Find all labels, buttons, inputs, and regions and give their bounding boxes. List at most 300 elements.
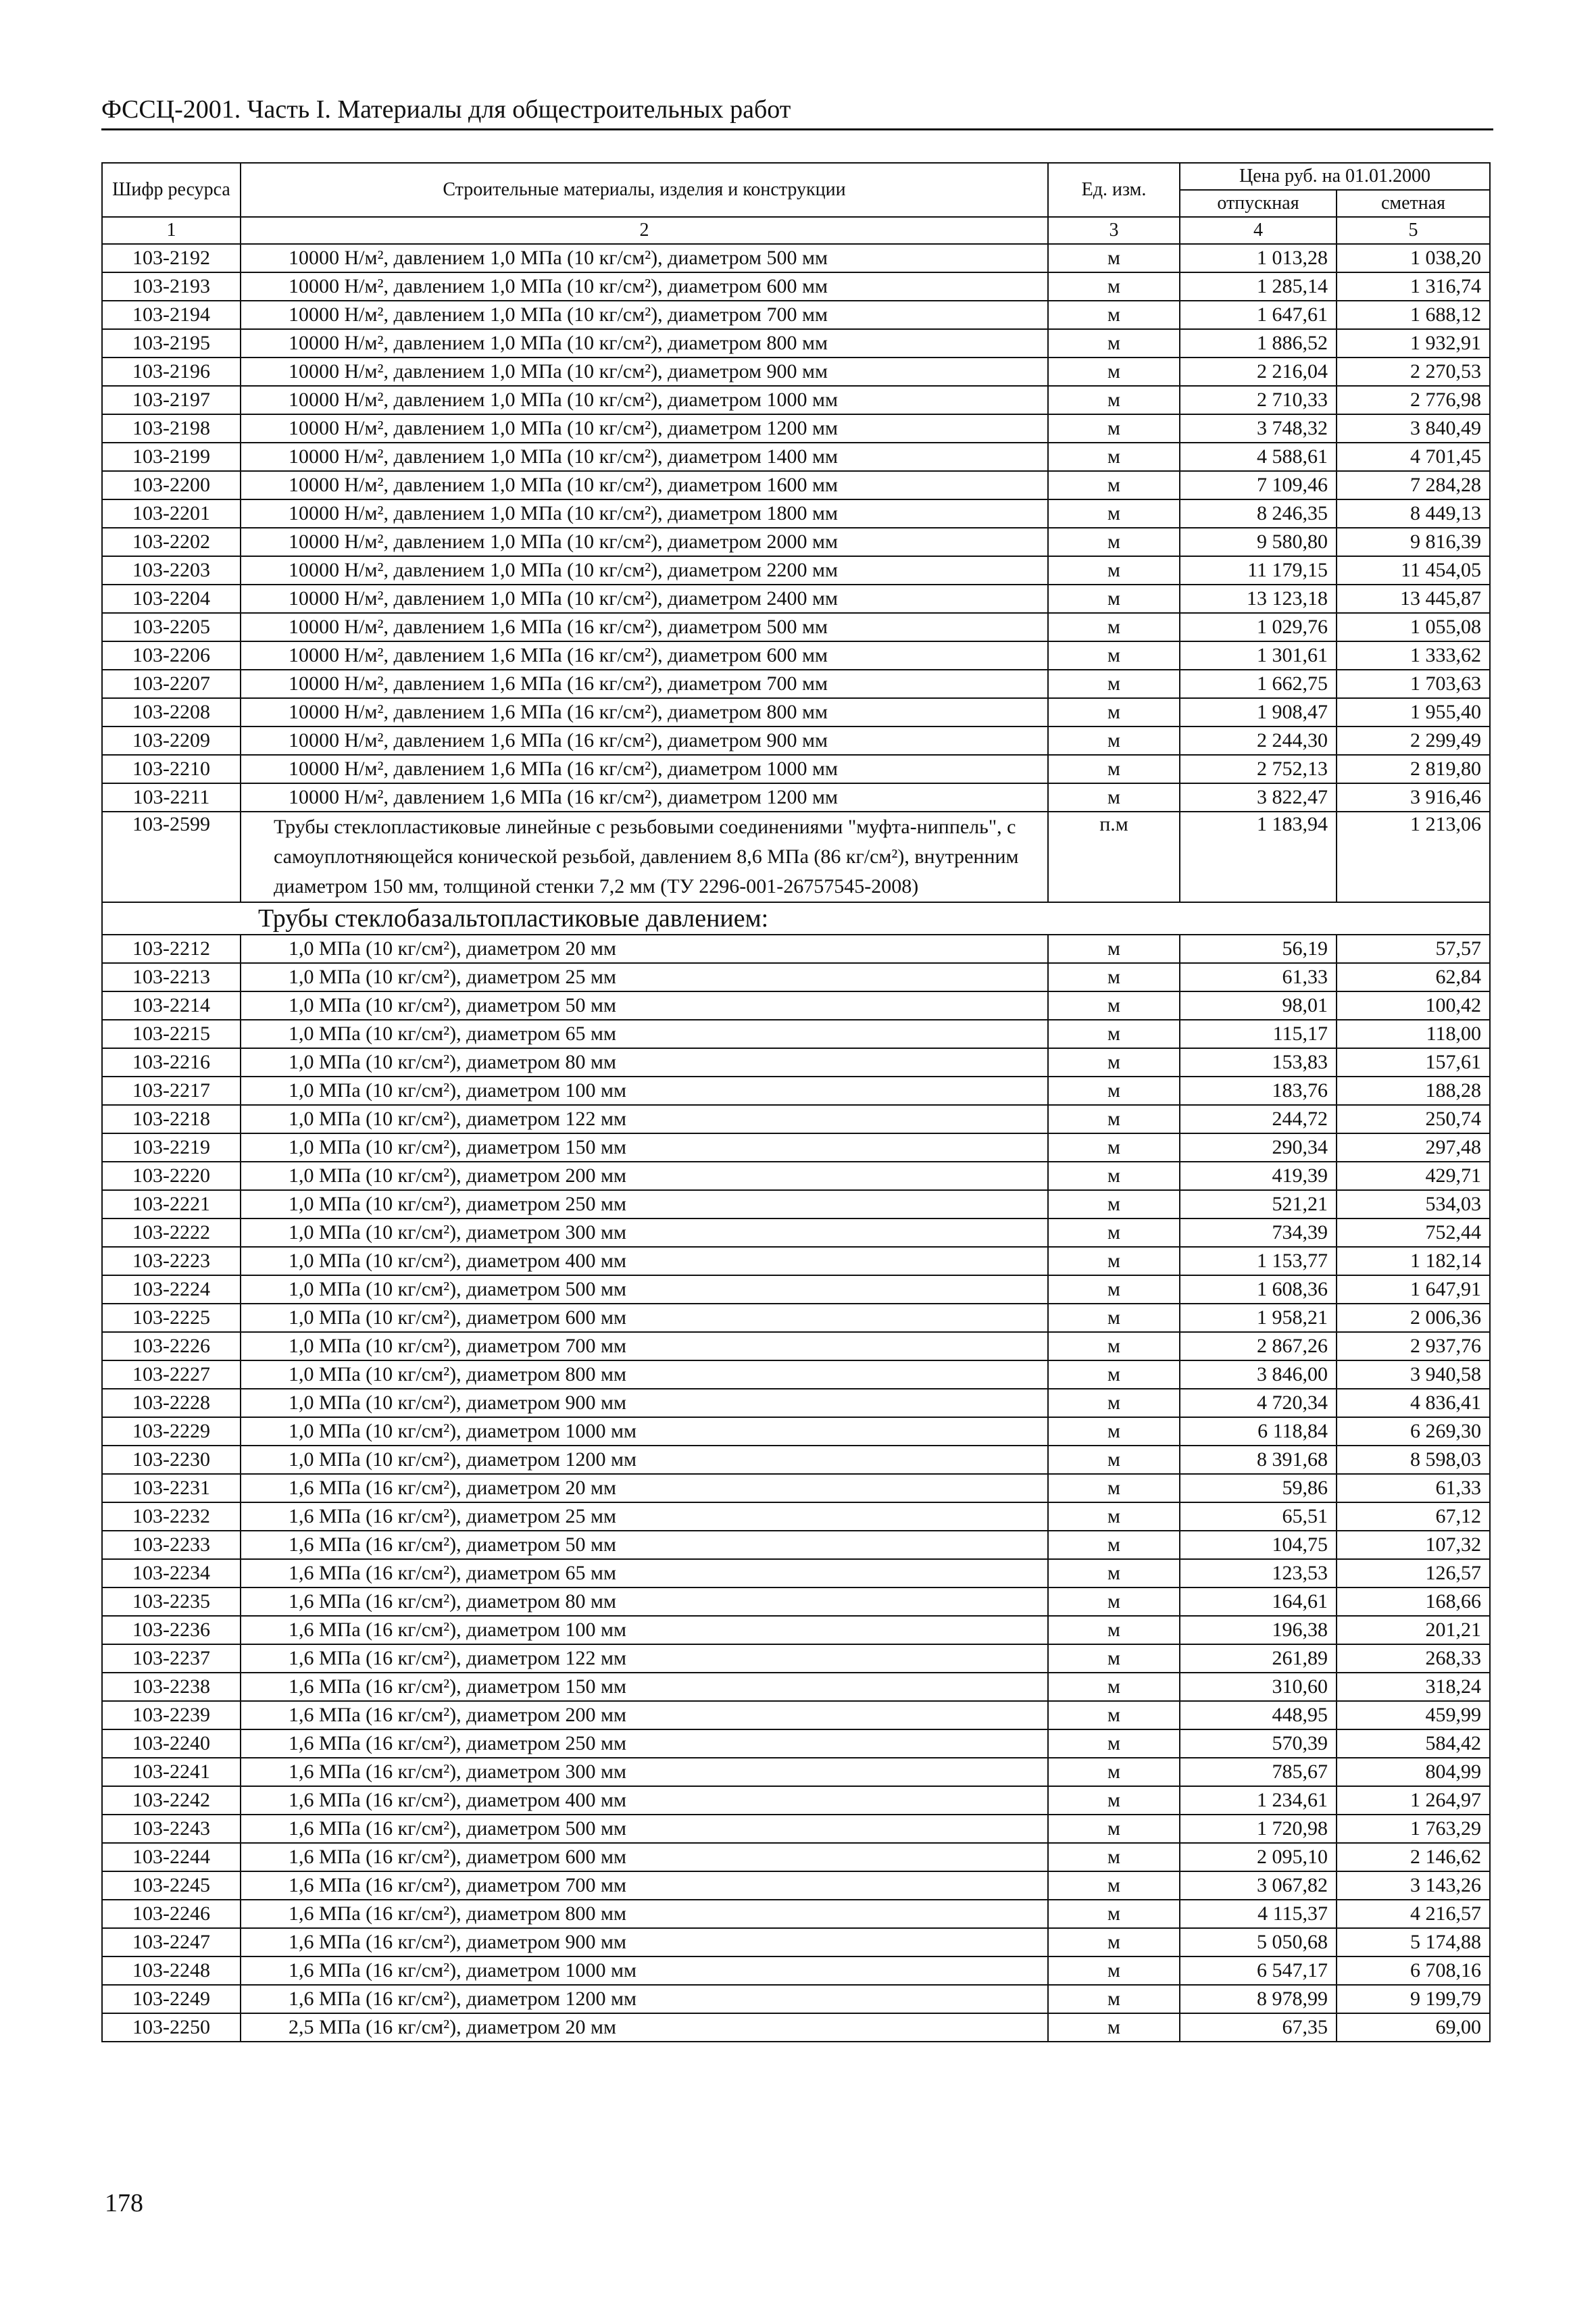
unit: м bbox=[1048, 556, 1180, 585]
estimate-price: 1 932,91 bbox=[1337, 329, 1490, 358]
release-price: 7 109,46 bbox=[1180, 471, 1337, 499]
unit: м bbox=[1048, 641, 1180, 670]
resource-code: 103-2237 bbox=[102, 1644, 241, 1673]
table-row bbox=[102, 1644, 1490, 1673]
unit: м bbox=[1048, 1162, 1180, 1190]
resource-code: 103-2223 bbox=[102, 1247, 241, 1275]
release-price: 1 029,76 bbox=[1180, 613, 1337, 641]
header-release-price: отпускная bbox=[1180, 190, 1337, 217]
release-price: 570,39 bbox=[1180, 1729, 1337, 1758]
price-table bbox=[101, 162, 1491, 2042]
resource-code: 103-2200 bbox=[102, 471, 241, 499]
material-description: 10000 Н/м², давлением 1,0 МПа (10 кг/см²), диаметром 2000 мм bbox=[241, 528, 1048, 556]
resource-code: 103-2249 bbox=[102, 1985, 241, 2013]
estimate-price: 1 688,12 bbox=[1337, 301, 1490, 329]
material-description: 1,0 МПа (10 кг/см²), диаметром 500 мм bbox=[241, 1275, 1048, 1304]
table-row bbox=[102, 1758, 1490, 1786]
unit: м bbox=[1048, 1133, 1180, 1162]
release-price: 1 958,21 bbox=[1180, 1304, 1337, 1332]
release-price: 6 118,84 bbox=[1180, 1417, 1337, 1446]
column-number: 1 bbox=[102, 217, 241, 244]
resource-code: 103-2226 bbox=[102, 1332, 241, 1360]
release-price: 3 846,00 bbox=[1180, 1360, 1337, 1389]
unit: м bbox=[1048, 1502, 1180, 1531]
release-price: 785,67 bbox=[1180, 1758, 1337, 1786]
release-price: 1 301,61 bbox=[1180, 641, 1337, 670]
resource-code: 103-2231 bbox=[102, 1474, 241, 1502]
estimate-price: 3 916,46 bbox=[1337, 783, 1490, 812]
estimate-price: 5 174,88 bbox=[1337, 1928, 1490, 1956]
material-description: 1,6 МПа (16 кг/см²), диаметром 1200 мм bbox=[241, 1985, 1048, 2013]
release-price: 2 752,13 bbox=[1180, 755, 1337, 783]
estimate-price: 1 703,63 bbox=[1337, 670, 1490, 698]
unit: м bbox=[1048, 414, 1180, 443]
release-price: 261,89 bbox=[1180, 1644, 1337, 1673]
resource-code: 103-2217 bbox=[102, 1077, 241, 1105]
material-description: 1,6 МПа (16 кг/см²), диаметром 80 мм bbox=[241, 1587, 1048, 1616]
estimate-price: 9 816,39 bbox=[1337, 528, 1490, 556]
estimate-price: 126,57 bbox=[1337, 1559, 1490, 1587]
release-price: 2 710,33 bbox=[1180, 386, 1337, 414]
table-row bbox=[102, 963, 1490, 991]
resource-code: 103-2212 bbox=[102, 935, 241, 963]
unit: п.м bbox=[1048, 812, 1180, 902]
table-row bbox=[102, 1389, 1490, 1417]
release-price: 448,95 bbox=[1180, 1701, 1337, 1729]
material-description: 10000 Н/м², давлением 1,0 МПа (10 кг/см²), диаметром 600 мм bbox=[241, 272, 1048, 301]
estimate-price: 3 840,49 bbox=[1337, 414, 1490, 443]
material-description: 1,0 МПа (10 кг/см²), диаметром 80 мм bbox=[241, 1048, 1048, 1077]
release-price: 310,60 bbox=[1180, 1673, 1337, 1701]
table-row bbox=[102, 727, 1490, 755]
section-title: Трубы стеклобазальтопластиковые давлением: bbox=[102, 902, 1490, 935]
estimate-price: 268,33 bbox=[1337, 1644, 1490, 1673]
resource-code: 103-2239 bbox=[102, 1701, 241, 1729]
release-price: 1 285,14 bbox=[1180, 272, 1337, 301]
table-row bbox=[102, 1701, 1490, 1729]
table-row bbox=[102, 443, 1490, 471]
table-row bbox=[102, 812, 1490, 902]
unit: м bbox=[1048, 1190, 1180, 1218]
estimate-price: 69,00 bbox=[1337, 2013, 1490, 2042]
release-price: 6 547,17 bbox=[1180, 1956, 1337, 1985]
unit: м bbox=[1048, 386, 1180, 414]
resource-code: 103-2216 bbox=[102, 1048, 241, 1077]
release-price: 61,33 bbox=[1180, 963, 1337, 991]
unit: м bbox=[1048, 991, 1180, 1020]
unit: м bbox=[1048, 1531, 1180, 1559]
release-price: 153,83 bbox=[1180, 1048, 1337, 1077]
unit: м bbox=[1048, 613, 1180, 641]
release-price: 2 244,30 bbox=[1180, 727, 1337, 755]
resource-code: 103-2228 bbox=[102, 1389, 241, 1417]
resource-code: 103-2599 bbox=[102, 812, 241, 902]
estimate-price: 61,33 bbox=[1337, 1474, 1490, 1502]
estimate-price: 2 006,36 bbox=[1337, 1304, 1490, 1332]
estimate-price: 4 701,45 bbox=[1337, 443, 1490, 471]
table-row bbox=[102, 1956, 1490, 1985]
table-row bbox=[102, 1360, 1490, 1389]
material-description: 1,0 МПа (10 кг/см²), диаметром 700 мм bbox=[241, 1332, 1048, 1360]
release-price: 65,51 bbox=[1180, 1502, 1337, 1531]
resource-code: 103-2193 bbox=[102, 272, 241, 301]
resource-code: 103-2207 bbox=[102, 670, 241, 698]
material-description: 1,0 МПа (10 кг/см²), диаметром 65 мм bbox=[241, 1020, 1048, 1048]
estimate-price: 1 955,40 bbox=[1337, 698, 1490, 727]
estimate-price: 157,61 bbox=[1337, 1048, 1490, 1077]
material-description: 1,6 МПа (16 кг/см²), диаметром 65 мм bbox=[241, 1559, 1048, 1587]
resource-code: 103-2195 bbox=[102, 329, 241, 358]
material-description: 2,5 МПа (16 кг/см²), диаметром 20 мм bbox=[241, 2013, 1048, 2042]
table-row bbox=[102, 698, 1490, 727]
estimate-price: 1 055,08 bbox=[1337, 613, 1490, 641]
page-header: ФССЦ-2001. Часть I. Материалы для общестроительных работ bbox=[101, 93, 1493, 130]
unit: м bbox=[1048, 755, 1180, 783]
unit: м bbox=[1048, 272, 1180, 301]
estimate-price: 297,48 bbox=[1337, 1133, 1490, 1162]
table-row bbox=[102, 414, 1490, 443]
material-description: 10000 Н/м², давлением 1,0 МПа (10 кг/см²), диаметром 1600 мм bbox=[241, 471, 1048, 499]
estimate-price: 100,42 bbox=[1337, 991, 1490, 1020]
material-description: 1,6 МПа (16 кг/см²), диаметром 600 мм bbox=[241, 1843, 1048, 1871]
estimate-price: 250,74 bbox=[1337, 1105, 1490, 1133]
estimate-price: 9 199,79 bbox=[1337, 1985, 1490, 2013]
unit: м bbox=[1048, 963, 1180, 991]
estimate-price: 201,21 bbox=[1337, 1616, 1490, 1644]
resource-code: 103-2246 bbox=[102, 1900, 241, 1928]
unit: м bbox=[1048, 1786, 1180, 1815]
material-description: 1,0 МПа (10 кг/см²), диаметром 300 мм bbox=[241, 1218, 1048, 1247]
resource-code: 103-2250 bbox=[102, 2013, 241, 2042]
material-description: 10000 Н/м², давлением 1,6 МПа (16 кг/см²), диаметром 1000 мм bbox=[241, 755, 1048, 783]
column-number: 3 bbox=[1048, 217, 1180, 244]
table-row bbox=[102, 1928, 1490, 1956]
resource-code: 103-2242 bbox=[102, 1786, 241, 1815]
material-description: 1,0 МПа (10 кг/см²), диаметром 20 мм bbox=[241, 935, 1048, 963]
estimate-price: 4 216,57 bbox=[1337, 1900, 1490, 1928]
table-row bbox=[102, 1247, 1490, 1275]
section-row bbox=[102, 902, 1490, 935]
unit: м bbox=[1048, 1474, 1180, 1502]
table-row bbox=[102, 556, 1490, 585]
estimate-price: 2 270,53 bbox=[1337, 358, 1490, 386]
table-row bbox=[102, 1474, 1490, 1502]
table-row bbox=[102, 641, 1490, 670]
estimate-price: 62,84 bbox=[1337, 963, 1490, 991]
unit: м bbox=[1048, 1048, 1180, 1077]
material-description: 1,6 МПа (16 кг/см²), диаметром 400 мм bbox=[241, 1786, 1048, 1815]
release-price: 5 050,68 bbox=[1180, 1928, 1337, 1956]
resource-code: 103-2205 bbox=[102, 613, 241, 641]
release-price: 8 391,68 bbox=[1180, 1446, 1337, 1474]
table-row bbox=[102, 329, 1490, 358]
unit: м bbox=[1048, 1985, 1180, 2013]
unit: м bbox=[1048, 2013, 1180, 2042]
release-price: 164,61 bbox=[1180, 1587, 1337, 1616]
material-description: 10000 Н/м², давлением 1,6 МПа (16 кг/см²), диаметром 1200 мм bbox=[241, 783, 1048, 812]
material-description: 1,0 МПа (10 кг/см²), диаметром 800 мм bbox=[241, 1360, 1048, 1389]
estimate-price: 584,42 bbox=[1337, 1729, 1490, 1758]
unit: м bbox=[1048, 1644, 1180, 1673]
estimate-price: 804,99 bbox=[1337, 1758, 1490, 1786]
release-price: 115,17 bbox=[1180, 1020, 1337, 1048]
release-price: 2 095,10 bbox=[1180, 1843, 1337, 1871]
unit: м bbox=[1048, 1389, 1180, 1417]
table-row bbox=[102, 935, 1490, 963]
release-price: 4 115,37 bbox=[1180, 1900, 1337, 1928]
unit: м bbox=[1048, 1729, 1180, 1758]
estimate-price: 3 143,26 bbox=[1337, 1871, 1490, 1900]
unit: м bbox=[1048, 471, 1180, 499]
unit: м bbox=[1048, 1247, 1180, 1275]
resource-code: 103-2243 bbox=[102, 1815, 241, 1843]
estimate-price: 8 598,03 bbox=[1337, 1446, 1490, 1474]
resource-code: 103-2208 bbox=[102, 698, 241, 727]
estimate-price: 1 763,29 bbox=[1337, 1815, 1490, 1843]
unit: м bbox=[1048, 1900, 1180, 1928]
release-price: 8 978,99 bbox=[1180, 1985, 1337, 2013]
table-body-special bbox=[102, 812, 1490, 935]
estimate-price: 1 038,20 bbox=[1337, 244, 1490, 272]
resource-code: 103-2203 bbox=[102, 556, 241, 585]
table-row bbox=[102, 1190, 1490, 1218]
table-row bbox=[102, 1616, 1490, 1644]
estimate-price: 2 937,76 bbox=[1337, 1332, 1490, 1360]
material-description: 10000 Н/м², давлением 1,0 МПа (10 кг/см²), диаметром 1400 мм bbox=[241, 443, 1048, 471]
table-body-part1 bbox=[102, 244, 1490, 812]
release-price: 183,76 bbox=[1180, 1077, 1337, 1105]
material-description: 1,6 МПа (16 кг/см²), диаметром 25 мм bbox=[241, 1502, 1048, 1531]
unit: м bbox=[1048, 727, 1180, 755]
material-description: 10000 Н/м², давлением 1,6 МПа (16 кг/см²), диаметром 800 мм bbox=[241, 698, 1048, 727]
resource-code: 103-2247 bbox=[102, 1928, 241, 1956]
table-row bbox=[102, 244, 1490, 272]
resource-code: 103-2220 bbox=[102, 1162, 241, 1190]
table-row bbox=[102, 1531, 1490, 1559]
estimate-price: 107,32 bbox=[1337, 1531, 1490, 1559]
resource-code: 103-2225 bbox=[102, 1304, 241, 1332]
table-row bbox=[102, 613, 1490, 641]
release-price: 1 647,61 bbox=[1180, 301, 1337, 329]
release-price: 1 662,75 bbox=[1180, 670, 1337, 698]
table-row bbox=[102, 1786, 1490, 1815]
resource-code: 103-2210 bbox=[102, 755, 241, 783]
material-description: 1,0 МПа (10 кг/см²), диаметром 250 мм bbox=[241, 1190, 1048, 1218]
resource-code: 103-2227 bbox=[102, 1360, 241, 1389]
header-materials: Строительные материалы, изделия и конструкции bbox=[241, 163, 1048, 217]
material-description: 1,0 МПа (10 кг/см²), диаметром 50 мм bbox=[241, 991, 1048, 1020]
material-description: 1,0 МПа (10 кг/см²), диаметром 600 мм bbox=[241, 1304, 1048, 1332]
table-row bbox=[102, 1871, 1490, 1900]
release-price: 1 720,98 bbox=[1180, 1815, 1337, 1843]
material-description: 1,6 МПа (16 кг/см²), диаметром 122 мм bbox=[241, 1644, 1048, 1673]
column-number: 5 bbox=[1337, 217, 1490, 244]
unit: м bbox=[1048, 935, 1180, 963]
table-row bbox=[102, 358, 1490, 386]
material-description: 1,6 МПа (16 кг/см²), диаметром 900 мм bbox=[241, 1928, 1048, 1956]
estimate-price: 2 819,80 bbox=[1337, 755, 1490, 783]
table-row bbox=[102, 1587, 1490, 1616]
material-description: 1,6 МПа (16 кг/см²), диаметром 50 мм bbox=[241, 1531, 1048, 1559]
material-description: 1,0 МПа (10 кг/см²), диаметром 150 мм bbox=[241, 1133, 1048, 1162]
resource-code: 103-2235 bbox=[102, 1587, 241, 1616]
column-number: 4 bbox=[1180, 217, 1337, 244]
table-row bbox=[102, 1417, 1490, 1446]
table-row bbox=[102, 783, 1490, 812]
resource-code: 103-2196 bbox=[102, 358, 241, 386]
column-number: 2 bbox=[241, 217, 1048, 244]
table-row bbox=[102, 386, 1490, 414]
table-row bbox=[102, 670, 1490, 698]
material-description: 1,0 МПа (10 кг/см²), диаметром 1000 мм bbox=[241, 1417, 1048, 1446]
table-row bbox=[102, 1815, 1490, 1843]
estimate-price: 752,44 bbox=[1337, 1218, 1490, 1247]
table-row bbox=[102, 528, 1490, 556]
material-description: 10000 Н/м², давлением 1,6 МПа (16 кг/см²), диаметром 700 мм bbox=[241, 670, 1048, 698]
table-row bbox=[102, 1985, 1490, 2013]
estimate-price: 188,28 bbox=[1337, 1077, 1490, 1105]
table-row bbox=[102, 272, 1490, 301]
material-description: 1,6 МПа (16 кг/см²), диаметром 200 мм bbox=[241, 1701, 1048, 1729]
unit: м bbox=[1048, 1559, 1180, 1587]
estimate-price: 118,00 bbox=[1337, 1020, 1490, 1048]
table-row bbox=[102, 471, 1490, 499]
release-price: 8 246,35 bbox=[1180, 499, 1337, 528]
release-price: 1 608,36 bbox=[1180, 1275, 1337, 1304]
table-row bbox=[102, 1446, 1490, 1474]
unit: м bbox=[1048, 329, 1180, 358]
estimate-price: 1 213,06 bbox=[1337, 812, 1490, 902]
material-description: 10000 Н/м², давлением 1,6 МПа (16 кг/см²), диаметром 500 мм bbox=[241, 613, 1048, 641]
header-code: Шифр ресурса bbox=[102, 163, 241, 217]
estimate-price: 1 316,74 bbox=[1337, 272, 1490, 301]
table-row bbox=[102, 1275, 1490, 1304]
material-description: 1,0 МПа (10 кг/см²), диаметром 900 мм bbox=[241, 1389, 1048, 1417]
table-row bbox=[102, 499, 1490, 528]
material-description: Трубы стеклопластиковые линейные с резьбовыми соединениями "муфта-ниппель", с самоуплотняющейся конической резьбой, давлением 8,6 МПа (86 кг/см²), внутренним диаметром 150 мм, толщиной стенки 7,2 мм (ТУ 2296-001-26757545-2008) bbox=[241, 812, 1048, 902]
resource-code: 103-2201 bbox=[102, 499, 241, 528]
release-price: 98,01 bbox=[1180, 991, 1337, 1020]
resource-code: 103-2244 bbox=[102, 1843, 241, 1871]
unit: м bbox=[1048, 1928, 1180, 1956]
resource-code: 103-2206 bbox=[102, 641, 241, 670]
resource-code: 103-2192 bbox=[102, 244, 241, 272]
resource-code: 103-2248 bbox=[102, 1956, 241, 1985]
resource-code: 103-2238 bbox=[102, 1673, 241, 1701]
unit: м bbox=[1048, 358, 1180, 386]
unit: м bbox=[1048, 1871, 1180, 1900]
unit: м bbox=[1048, 1275, 1180, 1304]
unit: м bbox=[1048, 1701, 1180, 1729]
release-price: 1 908,47 bbox=[1180, 698, 1337, 727]
estimate-price: 8 449,13 bbox=[1337, 499, 1490, 528]
unit: м bbox=[1048, 1673, 1180, 1701]
header-unit: Ед. изм. bbox=[1048, 163, 1180, 217]
unit: м bbox=[1048, 301, 1180, 329]
resource-code: 103-2197 bbox=[102, 386, 241, 414]
release-price: 1 153,77 bbox=[1180, 1247, 1337, 1275]
unit: м bbox=[1048, 1956, 1180, 1985]
estimate-price: 3 940,58 bbox=[1337, 1360, 1490, 1389]
table-row bbox=[102, 301, 1490, 329]
estimate-price: 1 264,97 bbox=[1337, 1786, 1490, 1815]
table-row bbox=[102, 1077, 1490, 1105]
resource-code: 103-2198 bbox=[102, 414, 241, 443]
table-row bbox=[102, 1502, 1490, 1531]
unit: м bbox=[1048, 1077, 1180, 1105]
table-row bbox=[102, 1900, 1490, 1928]
material-description: 1,0 МПа (10 кг/см²), диаметром 200 мм bbox=[241, 1162, 1048, 1190]
estimate-price: 1 647,91 bbox=[1337, 1275, 1490, 1304]
release-price: 419,39 bbox=[1180, 1162, 1337, 1190]
release-price: 4 720,34 bbox=[1180, 1389, 1337, 1417]
unit: м bbox=[1048, 1815, 1180, 1843]
resource-code: 103-2233 bbox=[102, 1531, 241, 1559]
resource-code: 103-2221 bbox=[102, 1190, 241, 1218]
material-description: 10000 Н/м², давлением 1,0 МПа (10 кг/см²), диаметром 500 мм bbox=[241, 244, 1048, 272]
material-description: 1,0 МПа (10 кг/см²), диаметром 25 мм bbox=[241, 963, 1048, 991]
release-price: 3 822,47 bbox=[1180, 783, 1337, 812]
resource-code: 103-2213 bbox=[102, 963, 241, 991]
unit: м bbox=[1048, 1020, 1180, 1048]
table-row bbox=[102, 1729, 1490, 1758]
table-row bbox=[102, 1843, 1490, 1871]
release-price: 244,72 bbox=[1180, 1105, 1337, 1133]
unit: м bbox=[1048, 1360, 1180, 1389]
material-description: 10000 Н/м², давлением 1,0 МПа (10 кг/см²), диаметром 900 мм bbox=[241, 358, 1048, 386]
unit: м bbox=[1048, 783, 1180, 812]
unit: м bbox=[1048, 1616, 1180, 1644]
resource-code: 103-2240 bbox=[102, 1729, 241, 1758]
estimate-price: 13 445,87 bbox=[1337, 585, 1490, 613]
material-description: 10000 Н/м², давлением 1,6 МПа (16 кг/см²), диаметром 600 мм bbox=[241, 641, 1048, 670]
resource-code: 103-2229 bbox=[102, 1417, 241, 1446]
table-row bbox=[102, 1304, 1490, 1332]
unit: м bbox=[1048, 1587, 1180, 1616]
table-row bbox=[102, 1133, 1490, 1162]
table-row bbox=[102, 1559, 1490, 1587]
release-price: 4 588,61 bbox=[1180, 443, 1337, 471]
resource-code: 103-2209 bbox=[102, 727, 241, 755]
unit: м bbox=[1048, 1446, 1180, 1474]
release-price: 1 183,94 bbox=[1180, 812, 1337, 902]
release-price: 290,34 bbox=[1180, 1133, 1337, 1162]
resource-code: 103-2194 bbox=[102, 301, 241, 329]
table-row bbox=[102, 1048, 1490, 1077]
resource-code: 103-2211 bbox=[102, 783, 241, 812]
estimate-price: 2 146,62 bbox=[1337, 1843, 1490, 1871]
resource-code: 103-2234 bbox=[102, 1559, 241, 1587]
material-description: 10000 Н/м², давлением 1,0 МПа (10 кг/см²), диаметром 1000 мм bbox=[241, 386, 1048, 414]
unit: м bbox=[1048, 670, 1180, 698]
release-price: 104,75 bbox=[1180, 1531, 1337, 1559]
material-description: 1,0 МПа (10 кг/см²), диаметром 400 мм bbox=[241, 1247, 1048, 1275]
resource-code: 103-2224 bbox=[102, 1275, 241, 1304]
estimate-price: 429,71 bbox=[1337, 1162, 1490, 1190]
table-row bbox=[102, 1105, 1490, 1133]
material-description: 10000 Н/м², давлением 1,0 МПа (10 кг/см²), диаметром 2200 мм bbox=[241, 556, 1048, 585]
header-price: Цена руб. на 01.01.2000 bbox=[1180, 163, 1490, 190]
unit: м bbox=[1048, 1105, 1180, 1133]
resource-code: 103-2199 bbox=[102, 443, 241, 471]
material-description: 1,6 МПа (16 кг/см²), диаметром 300 мм bbox=[241, 1758, 1048, 1786]
material-description: 1,6 МПа (16 кг/см²), диаметром 500 мм bbox=[241, 1815, 1048, 1843]
estimate-price: 2 776,98 bbox=[1337, 386, 1490, 414]
release-price: 67,35 bbox=[1180, 2013, 1337, 2042]
material-description: 10000 Н/м², давлением 1,0 МПа (10 кг/см²), диаметром 1200 мм bbox=[241, 414, 1048, 443]
resource-code: 103-2202 bbox=[102, 528, 241, 556]
resource-code: 103-2214 bbox=[102, 991, 241, 1020]
